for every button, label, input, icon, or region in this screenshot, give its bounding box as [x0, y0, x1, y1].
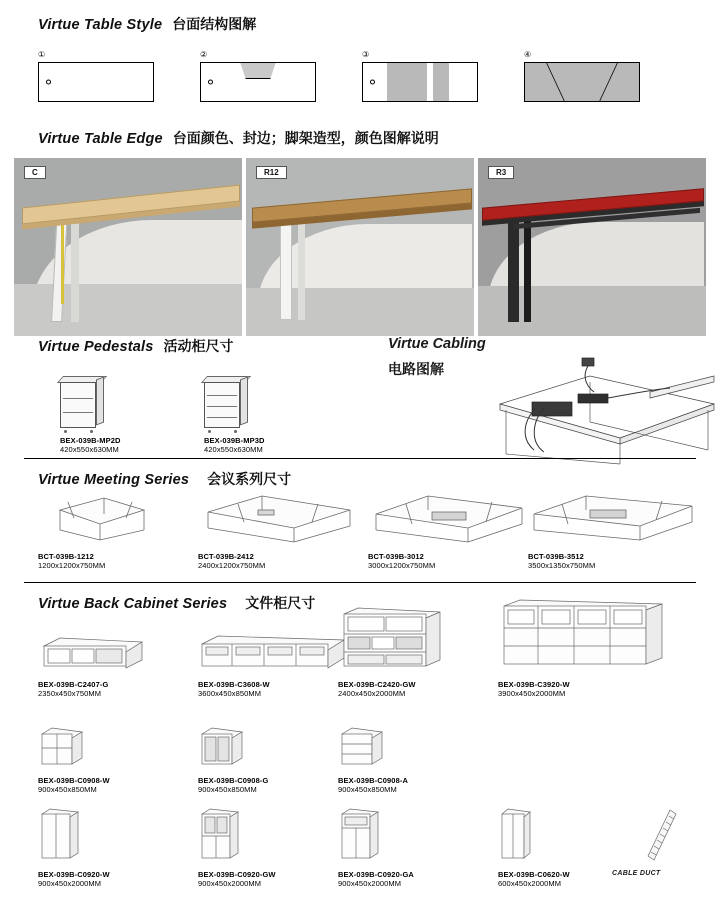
cabinet-label [198, 680, 358, 698]
product-dimensions: 2350x450x750MM [38, 689, 102, 698]
cabinet-drawing [198, 624, 358, 674]
product-code: BEX-039B-C3920-W [498, 680, 570, 689]
pedestal-label [204, 436, 264, 454]
cabinet-label [498, 680, 678, 698]
product-dimensions: 900x450x850MM [38, 785, 97, 794]
cabinet-item-c0920w [38, 804, 188, 888]
section-table-style [0, 14, 720, 122]
modesty-notch-shape [236, 63, 280, 79]
drawer-line [63, 398, 93, 399]
leg-accent-stripe [61, 218, 64, 304]
table-style-diagrams [0, 50, 720, 122]
cable-duct-label [612, 870, 708, 877]
product-dimensions: 2400x450x2000MM [338, 689, 406, 698]
meeting-drawing [198, 488, 358, 544]
section-divider [24, 582, 696, 583]
section-table-edge [0, 128, 720, 177]
product-dimensions: 2400x1200x750MM [198, 561, 266, 570]
cabinet-drawing [338, 722, 488, 770]
table-style-item-4 [524, 50, 640, 102]
meeting-item-3012 [368, 488, 528, 570]
product-code: BEX-039B-C0908-A [338, 776, 408, 785]
product-code: BEX-039B-C0920-W [38, 870, 110, 879]
drawer-line [207, 406, 237, 407]
style-number-2: ② [200, 50, 208, 59]
product-code: BEX-039B-C0920-GW [198, 870, 276, 879]
heading-en: Virtue Cabling [388, 336, 486, 352]
cabinet-drawing [338, 604, 498, 674]
edge-badge-r12: R12 [256, 166, 287, 179]
cabinet-label [338, 776, 488, 794]
product-code: BCT-039B-3012 [368, 552, 424, 561]
table-edge-photos [14, 158, 706, 336]
tall-locker-icon [38, 806, 82, 864]
meeting-drawing [38, 488, 188, 544]
product-code: BCT-039B-1212 [38, 552, 94, 561]
cabinet-label [38, 776, 188, 794]
meeting-item-3512 [528, 488, 698, 570]
edge-photo-r12 [246, 158, 474, 336]
cabinet-drawing [38, 722, 188, 770]
drawer-line [207, 417, 237, 418]
drawer-line [63, 412, 93, 413]
product-code: BCT-039B-2412 [198, 552, 254, 561]
table-style-item-2 [200, 50, 316, 102]
caster-icon [234, 430, 237, 433]
heading-cn: 电路图解 [388, 361, 444, 377]
cabling-diagram [470, 346, 716, 466]
edge-badge-c: C [24, 166, 46, 179]
panel-block-right [433, 63, 449, 101]
product-dimensions: 1200x1200x750MM [38, 561, 106, 570]
credenza-icon [38, 628, 148, 674]
table-style-item-1 [38, 50, 154, 102]
cabinet-label [338, 870, 488, 888]
cabinet-drawing [38, 804, 188, 864]
section-back-cabinet [0, 582, 720, 888]
table-leg-front [280, 212, 292, 320]
product-code: BEX-039B-C3608-W [198, 680, 270, 689]
product-code: BCT-039B-3512 [528, 552, 584, 561]
cabinet-item-c0920gw [198, 804, 348, 888]
cabinet-drawing [38, 624, 188, 674]
product-dimensions: 420x550x630MM [204, 445, 263, 454]
small-cabinet-icon [198, 724, 246, 770]
product-dimensions: 600x450x2000MM [498, 879, 562, 888]
product-dimensions: 900x450x2000MM [38, 879, 102, 888]
meeting-drawing [528, 488, 698, 544]
small-cabinet-icon [338, 724, 386, 770]
cable-duct-item [612, 804, 708, 877]
heading-cn: 文件柜尺寸 [245, 595, 316, 611]
tall-locker-icon [338, 806, 382, 864]
edge-badge-r3: R3 [488, 166, 514, 179]
pedestal-label [60, 436, 120, 454]
meeting-table-icon [38, 488, 188, 544]
meeting-item-2412 [198, 488, 358, 570]
tall-cabinet-icon [498, 598, 668, 674]
product-dimensions: 900x450x2000MM [338, 879, 402, 888]
style-number-3: ③ [362, 50, 370, 59]
pedestal-drawing [204, 376, 248, 430]
style-number-1: ① [38, 50, 46, 59]
grommet-icon [370, 80, 375, 85]
tall-locker-icon [198, 806, 242, 864]
section-heading-table-style [0, 14, 720, 34]
product-dimensions: 3500x1350x750MM [528, 561, 596, 570]
heading-cn: 会议系列尺寸 [207, 471, 292, 487]
caster-icon [90, 430, 93, 433]
pedestal-item-mp3d [204, 376, 264, 454]
product-code: BEX-039B-C2407-G [38, 680, 109, 689]
cabinet-body [60, 382, 96, 428]
product-code: BEX-039B-MP2D [60, 436, 121, 445]
cabinet-item-c3920w [498, 596, 678, 698]
cabinet-drawing [338, 804, 488, 864]
cabinet-drawing [498, 596, 678, 674]
cable-duct-drawing [612, 804, 708, 864]
cabinet-item-c2407g [38, 624, 188, 698]
caster-icon [208, 430, 211, 433]
cabinet-label [338, 680, 498, 698]
grommet-icon [46, 80, 51, 85]
cabinet-item-c0920ga [338, 804, 488, 888]
section-meeting-series [0, 458, 720, 570]
style-diagram-1 [38, 62, 154, 102]
product-code: BEX-039B-C0620-W [498, 870, 570, 879]
meeting-label [368, 552, 528, 570]
meeting-label [38, 552, 188, 570]
meeting-table-icon [198, 488, 358, 544]
style-diagram-3 [362, 62, 478, 102]
product-code: BEX-039B-C2420-GW [338, 680, 416, 689]
panel-block-left [387, 63, 427, 101]
table-style-item-3 [362, 50, 478, 102]
meeting-label [198, 552, 358, 570]
heading-en: Virtue Meeting Series [38, 472, 190, 488]
product-dimensions: 900x450x2000MM [198, 879, 262, 888]
narrow-locker-icon [498, 806, 534, 864]
edge-photo-r3 [478, 158, 706, 336]
cabinet-item-c0908g [198, 722, 348, 794]
product-dimensions: 900x450x850MM [338, 785, 397, 794]
heading-cn: 活动柜尺寸 [163, 338, 234, 354]
product-code: BEX-039B-C0908-W [38, 776, 110, 785]
tall-cabinet-icon [338, 606, 448, 674]
heading-en: Virtue Table Edge [38, 131, 163, 147]
cabinet-item-c2420gw [338, 604, 498, 698]
product-code: BEX-039B-C0920-GA [338, 870, 414, 879]
cabinet-body [204, 382, 240, 428]
cabinet-item-c3608w [198, 624, 358, 698]
credenza-icon [198, 628, 348, 674]
style-diagram-2 [200, 62, 316, 102]
cabinet-label [38, 680, 188, 698]
product-code: BEX-039B-MP3D [204, 436, 265, 445]
section-divider [24, 458, 696, 459]
cabinet-side [96, 377, 104, 426]
product-dimensions: 420x550x630MM [60, 445, 119, 454]
heading-cn: 台面颜色、封边；脚架造型，颜色图解说明 [172, 130, 439, 146]
section-pedestals [0, 336, 720, 454]
small-cabinet-icon [38, 724, 86, 770]
heading-en: Virtue Pedestals [38, 339, 154, 355]
cabinet-drawing [198, 722, 348, 770]
cabinet-label [38, 870, 188, 888]
style-diagram-4 [524, 62, 640, 102]
heading-en: Virtue Back Cabinet Series [38, 596, 228, 612]
heading-cn: 台面结构图解 [172, 16, 257, 32]
product-dimensions: 3600x450x850MM [198, 689, 262, 698]
drawer-line [207, 395, 237, 396]
meeting-drawing [368, 488, 528, 544]
photo-floor [14, 284, 242, 336]
heading-en: Virtue Table Style [38, 17, 163, 33]
pedestal-drawing [60, 376, 104, 430]
cabinet-label [198, 870, 348, 888]
cabinet-item-c0908w [38, 722, 188, 794]
style-number-4: ④ [524, 50, 532, 59]
pedestal-item-mp2d [60, 376, 120, 454]
taper-lines-icon [525, 63, 639, 101]
cable-duct-icon [640, 808, 680, 864]
cabinet-side [240, 377, 248, 426]
cabinet-item-c0908a [338, 722, 488, 794]
cabinet-drawing [198, 804, 348, 864]
meeting-table-icon [528, 488, 698, 544]
product-dimensions: 3000x1200x750MM [368, 561, 436, 570]
product-dimensions: 3900x450x2000MM [498, 689, 566, 698]
meeting-label [528, 552, 698, 570]
product-code: BEX-039B-C0908-G [198, 776, 269, 785]
edge-photo-c [14, 158, 242, 336]
cable-duct-name: CABLE DUCT [612, 870, 661, 877]
meeting-item-1212 [38, 488, 188, 570]
grommet-icon [208, 80, 213, 85]
cabling-line-art-icon [470, 346, 716, 466]
section-heading-meeting [0, 469, 720, 489]
section-heading-table-edge [0, 128, 720, 148]
caster-icon [64, 430, 67, 433]
meeting-table-icon [368, 488, 528, 544]
product-dimensions: 900x450x850MM [198, 785, 257, 794]
cabinet-label [198, 776, 348, 794]
